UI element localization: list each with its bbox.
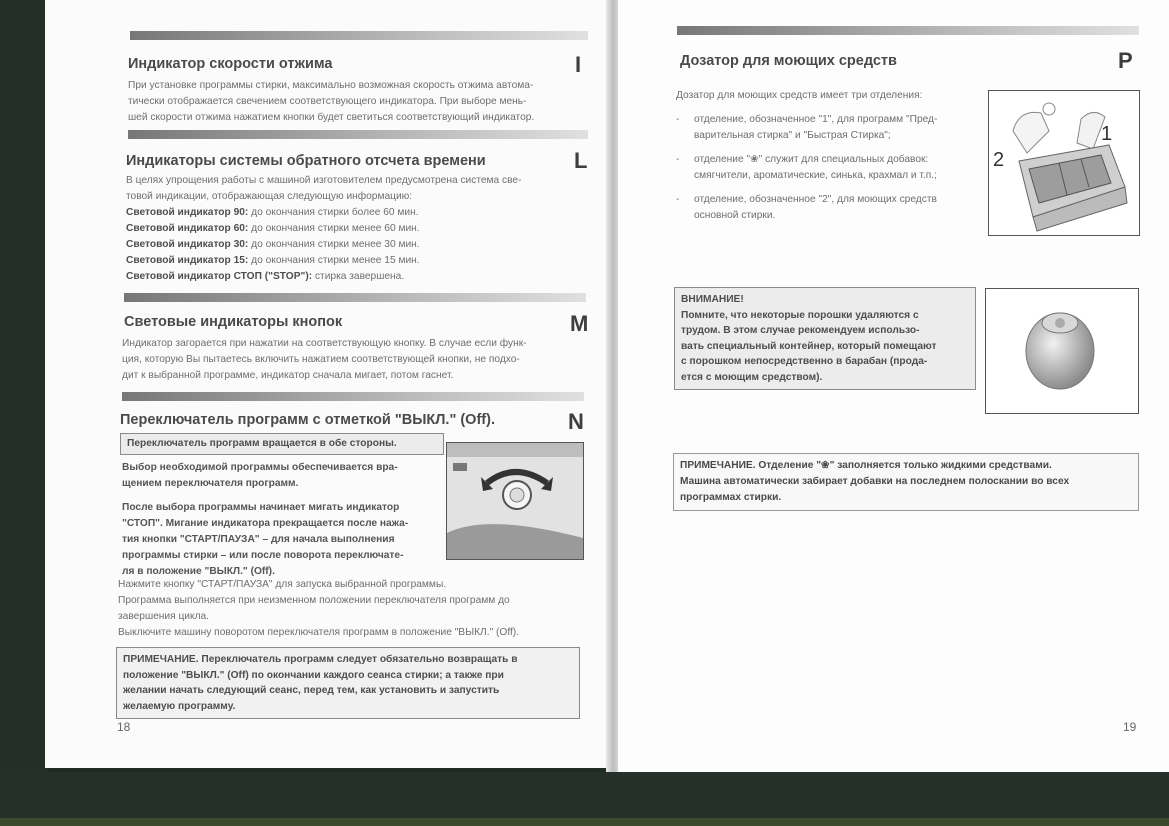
- section-letter-m: M: [570, 311, 589, 336]
- button-indicators-text: Индикатор загорается при нажатии на соответствующую кнопку. В случае если функ- ция, которую Вы пытаетесь включить нажатием соответствующей кнопки, не подхо- дит к выбранной программе, индикатор сначала мигает, потом гаснет.: [122, 338, 527, 381]
- section-letter-n: N: [568, 409, 584, 434]
- section-bar: [124, 293, 586, 302]
- section-title-program-selector: Переключатель программ с отметкой "ВЫКЛ." (Off).: [120, 412, 495, 428]
- compartment-2: - отделение, обозначенное "2", для моющих средств основной стирки.: [676, 192, 937, 224]
- selector-rotation-highlight: Переключатель программ вращается в обе стороны.: [120, 433, 444, 455]
- selector-note-box: ПРИМЕЧАНИЕ. Переключатель программ следует обязательно возвращать в положение "ВЫКЛ." (Off) по окончании каждого сеанса стирки; а также при желании начать следующий сеанс, перед тем, как установить и запустить желаемую программу.: [116, 647, 580, 719]
- background-left-edge: [0, 0, 48, 826]
- section-letter-l: L: [574, 148, 588, 173]
- compartment-1: - отделение, обозначенное "1", для программ "Пред- варительная стирка" и "Быстрая Стирка";: [676, 112, 937, 144]
- countdown-indicator-list: [126, 205, 420, 285]
- section-title-button-indicators: Световые индикаторы кнопок: [124, 314, 343, 330]
- indicator-90: Световой индикатор 90: до окончания стирки более 60 мин.: [126, 207, 419, 218]
- section-bar: [122, 392, 584, 401]
- dispenser-label-2: 2: [993, 149, 1005, 171]
- dispenser-note-box: ПРИМЕЧАНИЕ. Отделение "❀" заполняется только жидкими средствами. Машина автоматически забирает добавки на последнем полоскании во всех программах стирки.: [673, 453, 1139, 511]
- dispenser-label-1: 1: [1101, 123, 1113, 145]
- program-selector-illustration: [446, 442, 584, 560]
- compartment-additives: - отделение "❀" служит для специальных добавок: смягчители, ароматические, синька, крахмал и т.п.;: [676, 152, 937, 184]
- dial-rotation-icon: [447, 443, 583, 559]
- selector-plain-text: Нажмите кнопку "СТАРТ/ПАУЗА" для запуска выбранной программы. Программа выполняется при неизменном положении переключателя программ до завершения цикла. Выключите машину поворотом переключателя программ в положение "ВЫКЛ." (Off).: [118, 579, 520, 638]
- section-letter-p: P: [1118, 48, 1133, 73]
- section-bar: [130, 31, 588, 40]
- warning-box: ВНИМАНИЕ! Помните, что некоторые порошки удаляются с трудом. В этом случае рекомендуем использо- вать специальный контейнер, который помещают с порошком непосредственно в барабан (прода- ется с моющим средством).: [674, 287, 976, 390]
- selector-bold-para-2: После выбора программы начинает мигать индикатор "СТОП". Мигание индикатора прекращается после нажа- тия кнопки "СТАРТ/ПАУЗА" – для начала выполнения программы стирки – или после поворота переключате- ля в положение "ВЫКЛ." (Off).: [122, 502, 409, 577]
- detergent-dispenser-illustration: [988, 90, 1140, 236]
- section-title-dispenser: Дозатор для моющих средств: [680, 53, 897, 69]
- detergent-ball-illustration: [985, 288, 1139, 414]
- section-letter-i: I: [575, 52, 582, 77]
- indicator-30: Световой индикатор 30: до окончания стирки менее 30 мин.: [126, 239, 420, 250]
- page-number-left: 18: [117, 720, 131, 734]
- indicator-60: Световой индикатор 60: до окончания стирки менее 60 мин.: [126, 223, 420, 234]
- dispenser-compartment-list: [676, 112, 937, 224]
- selector-bold-para-1: Выбор необходимой программы обеспечивается вра- щением переключателя программ.: [122, 462, 398, 489]
- countdown-intro: В целях упрощения работы с машиной изготовителем предусмотрена система све- товой индикации, отображающая следующую информацию:: [126, 175, 522, 202]
- page-number-right: 19: [1123, 720, 1137, 734]
- background-bottom-strip: [0, 818, 1169, 826]
- section-title-countdown: Индикаторы системы обратного отсчета времени: [126, 153, 486, 169]
- spin-speed-text: При установке программы стирки, максимально возможная скорость отжима автома- тически отображается свечением соответствующего индикатора. При выборе мень- шей скорости отжима нажатием кнопки будет светиться соответствующий индикатор.: [128, 80, 535, 123]
- section-bar: [677, 26, 1139, 35]
- indicator-15: Световой индикатор 15: до окончания стирки менее 15 мин.: [126, 255, 420, 266]
- section-bar: [128, 130, 588, 139]
- indicator-stop: Световой индикатор СТОП ("STOP"): стирка завершена.: [126, 271, 405, 282]
- section-title-spin-speed: Индикатор скорости отжима: [128, 56, 333, 72]
- dispenser-intro: Дозатор для моющих средств имеет три отделения:: [676, 90, 923, 101]
